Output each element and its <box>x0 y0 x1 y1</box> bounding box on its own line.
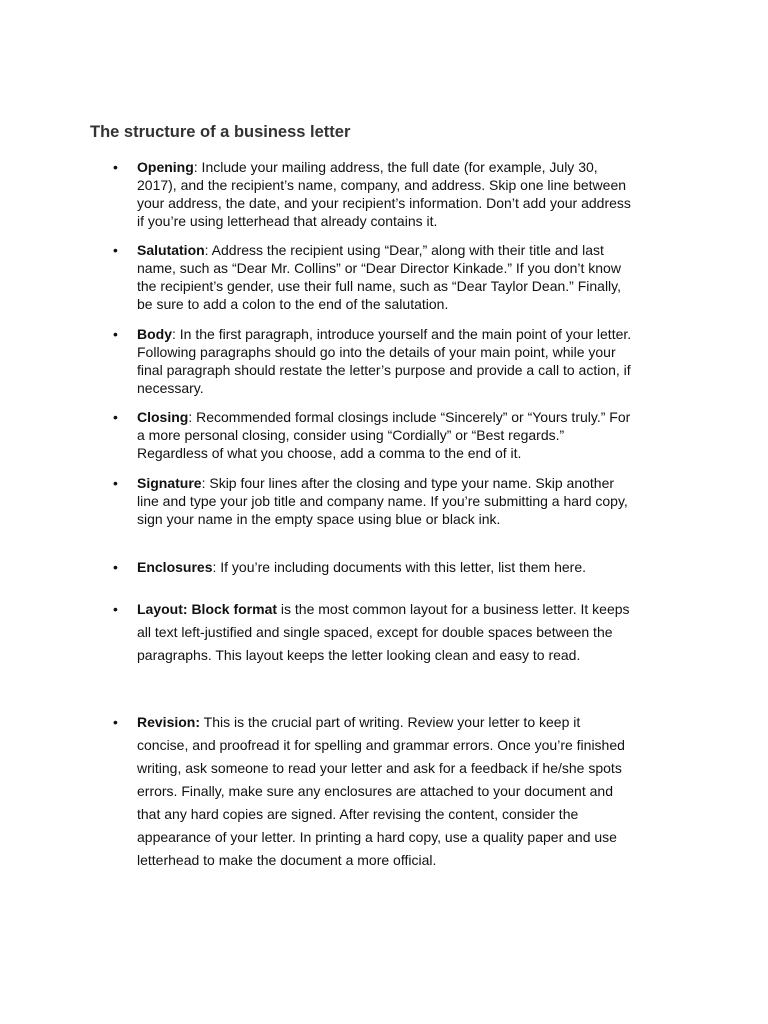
bullet-icon: • <box>113 714 118 730</box>
list-item-body: : In the first paragraph, introduce yourself and the main point of your letter. Following paragraphs should go into the details of your main point, while your final paragraph should restate the letter’s purpose and provide a call to action, if necessary. <box>137 326 632 396</box>
list-item-text <box>137 598 633 667</box>
list-item-body: : Address the recipient using “Dear,” along with their title and last name, such as “Dear Mr. Collins” or “Dear Director Kinkade.” If you don’t know the recipient’s gender, use their full name, such as “Dear Taylor Dean.” Finally, be sure to add a colon to the end of the salutation. <box>137 242 622 312</box>
bullet-icon: • <box>113 409 118 425</box>
list-item-term: Enclosures <box>137 559 213 575</box>
list-item-body: : If you’re including documents with this letter, list them here. <box>212 559 586 575</box>
list-item-term: Signature <box>137 475 202 491</box>
page-title: The structure of a business letter <box>90 123 351 141</box>
list-item-body-section <box>113 325 633 397</box>
bullet-icon: • <box>113 601 118 617</box>
bullet-icon: • <box>113 559 118 575</box>
list-item-term: Body <box>137 326 172 342</box>
list-item-text <box>137 558 633 576</box>
list-item-body: : Recommended formal closings include “Sincerely” or “Yours truly.” For a more personal closing, consider using “Cordially” or “Best regards.” Regardless of what you choose, add a comma to the end of it. <box>137 409 631 461</box>
list-item-term: Opening <box>137 159 194 175</box>
list-item-body: : Skip four lines after the closing and type your name. Skip another line and type your job title and company name. If you’re submitting a hard copy, sign your name in the empty space using blue or black ink. <box>137 475 628 527</box>
list-item-text <box>137 474 633 528</box>
list-item-term: Salutation <box>137 242 205 258</box>
list-item-body: is the most common layout for a business letter. It keeps all text left-justified and single spaced, except for double spaces between the paragraphs. This layout keeps the letter looking clean and easy to read. <box>137 601 630 663</box>
list-item-text <box>137 241 633 313</box>
list-item-term: Closing <box>137 409 189 425</box>
list-item-enclosures <box>113 558 633 576</box>
list-item-term: Revision: <box>137 714 201 730</box>
list-item-opening <box>113 158 633 230</box>
list-item-body: : Include your mailing address, the full date (for example, July 30, 2017), and the recipient’s name, company, and address. Skip one line between your address, the date, and your recipient’s information. Don’t add your address if you’re using letterhead that already contains it. <box>137 159 631 229</box>
list-item-layout <box>113 598 633 667</box>
list-item-text <box>137 158 633 230</box>
list-item-text <box>137 408 633 462</box>
bullet-icon: • <box>113 159 118 175</box>
bullet-icon: • <box>113 242 118 258</box>
list-item-text <box>137 711 633 872</box>
list-item-body: This is the crucial part of writing. Review your letter to keep it concise, and proofread it for spelling and grammar errors. Once you’re finished writing, ask someone to read your letter and ask for a feedback if he/she spots errors. Finally, make sure any enclosures are attached to your document and that any hard copies are signed. After revising the content, consider the appearance of your letter. In printing a hard copy, use a quality paper and use letterhead to make the document a more official. <box>137 714 625 868</box>
list-item-salutation <box>113 241 633 313</box>
list-item-revision <box>113 711 633 872</box>
list-item-signature <box>113 474 633 528</box>
bullet-icon: • <box>113 475 118 491</box>
list-item-text <box>137 325 633 397</box>
list-item-term: Layout: Block format <box>137 601 278 617</box>
bullet-icon: • <box>113 326 118 342</box>
list-item-closing <box>113 408 633 462</box>
